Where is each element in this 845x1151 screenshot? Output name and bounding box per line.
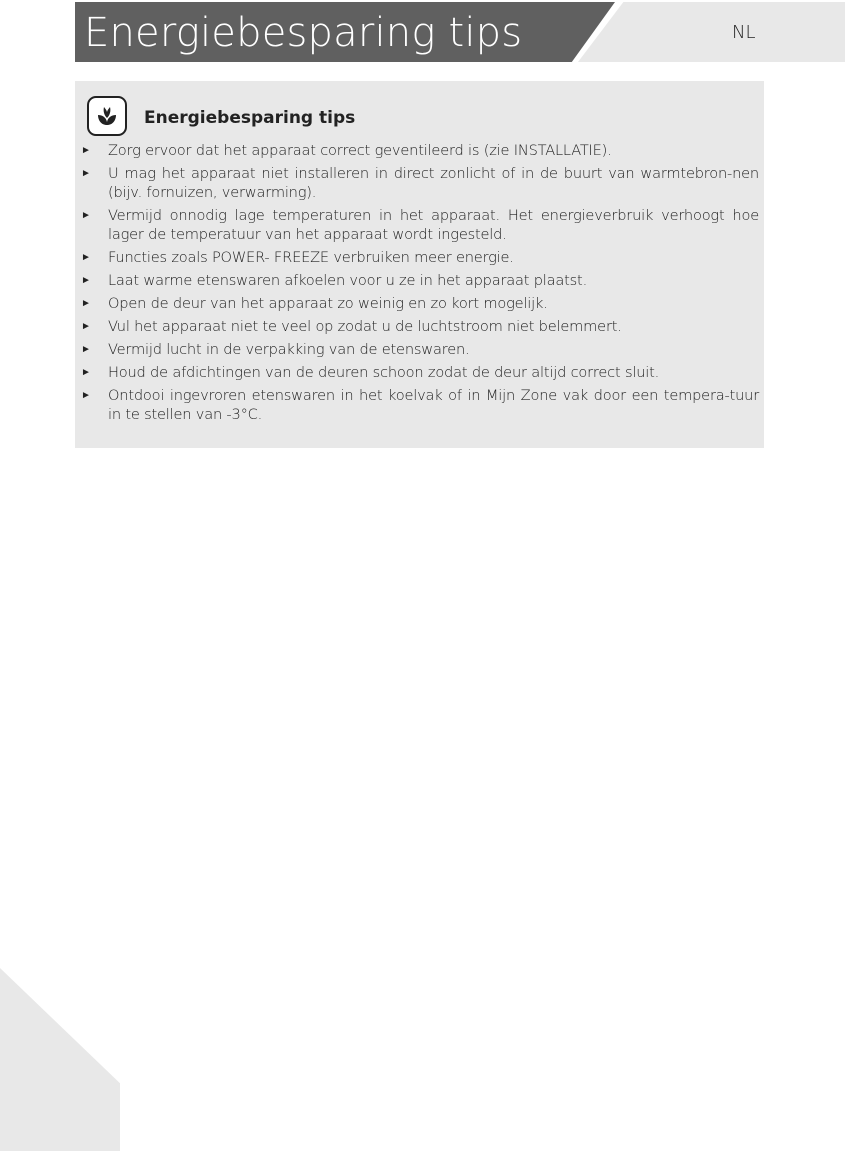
tips-heading: Energiebesparing tips	[144, 108, 356, 128]
page-title: Energiebesparing tips	[84, 10, 523, 56]
leaf-sprout-icon	[87, 96, 127, 136]
list-item: ► Houd de afdichtingen van de deuren schoon zodat de deur altijd correct sluit.	[81, 364, 660, 381]
language-label: NL	[732, 22, 756, 43]
page-corner-decoration	[0, 968, 120, 1151]
bullet-arrow-icon: ►	[81, 390, 91, 401]
bullet-arrow-icon: ►	[81, 145, 91, 156]
list-item: ► Vermijd onnodig lage temperaturen in het apparaat. Het energieverbruik verhoogt hoe lager de temperatuur van het apparaat wordt ingesteld.	[81, 207, 759, 243]
bullet-arrow-icon: ►	[81, 275, 91, 286]
bullet-arrow-icon: ►	[81, 367, 91, 378]
list-item: ► Laat warme etenswaren afkoelen voor u ze in het apparaat plaatst.	[81, 272, 588, 289]
bullet-arrow-icon: ►	[81, 168, 91, 179]
bullet-arrow-icon: ►	[81, 321, 91, 332]
list-item: ► Vermijd lucht in de verpakking van de etenswaren.	[81, 341, 470, 358]
bullet-arrow-icon: ►	[81, 344, 91, 355]
language-tab	[578, 2, 845, 62]
list-item: ► Ontdooi ingevroren etenswaren in het koelvak of in Mijn Zone vak door een tempera-tuur in te stellen van -3°C.	[81, 387, 759, 423]
list-item: ► Open de deur van het apparaat zo weinig en zo kort mogelijk.	[81, 295, 548, 312]
list-item: ► Vul het apparaat niet te veel op zodat u de luchtstroom niet belemmert.	[81, 318, 622, 335]
list-item: ► Zorg ervoor dat het apparaat correct geventileerd is (zie INSTALLATIE).	[81, 142, 612, 159]
bullet-arrow-icon: ►	[81, 298, 91, 309]
bullet-arrow-icon: ►	[81, 252, 91, 263]
list-item: ► Functies zoals POWER- FREEZE verbruiken meer energie.	[81, 249, 514, 266]
tips-list	[79, 141, 759, 428]
bullet-arrow-icon: ►	[81, 210, 91, 221]
list-item: ► U mag het apparaat niet installeren in direct zonlicht of in de buurt van warmtebron-nen (bijv. fornuizen, verwarming).	[81, 165, 759, 201]
